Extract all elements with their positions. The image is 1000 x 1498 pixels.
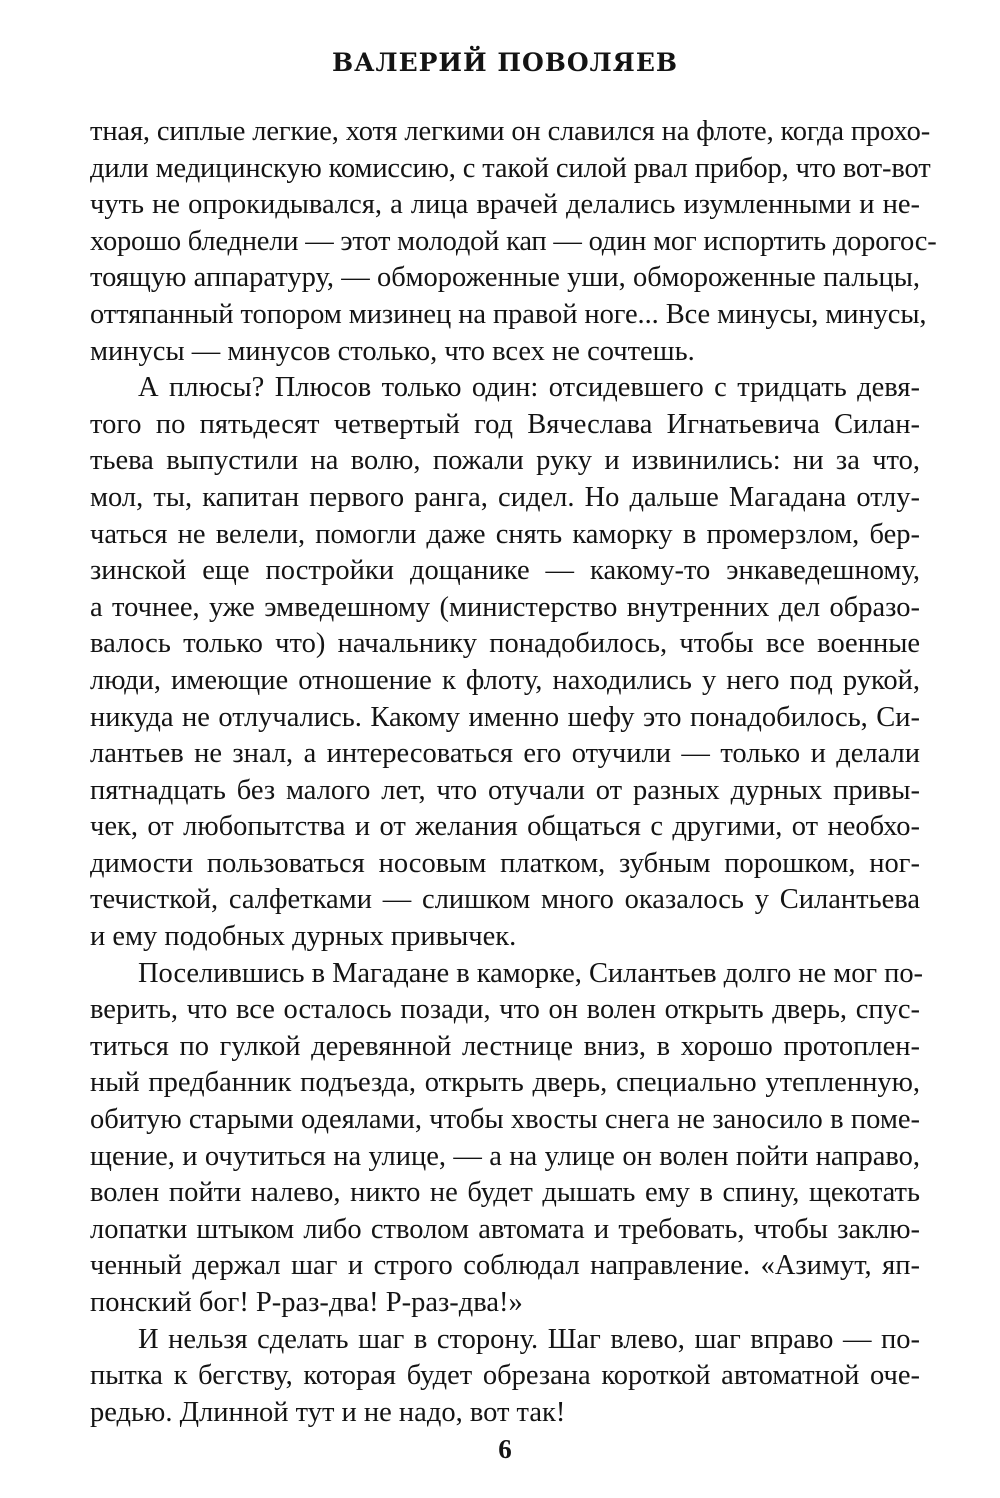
paragraph-1 (90, 114, 937, 370)
text-line: течисткой, салфетками — слишком много оказалось у Силантьева (90, 884, 920, 916)
text-line: оттяпанный топором мизинец на правой ноге... Все минусы, минусы, (90, 298, 927, 330)
text-line: мол, ты, капитан первого ранга, сидел. Но дальше Магадана отлу- (90, 481, 920, 513)
text-line: ченный держал шаг и строго соблюдал направление. «Азимут, яп- (90, 1250, 920, 1282)
text-line: лантьев не знал, а интересоваться его отучили — только и делали (90, 738, 920, 770)
text-line: люди, имеющие отношение к флоту, находились у него под рукой, (90, 664, 920, 696)
text-line: того по пятьдесят четвертый год Вячеслава Игнатьевича Силан- (90, 408, 920, 440)
text-line: понский бог! Р-раз-два! Р-раз-два!» (90, 1287, 523, 1318)
text-line: верить, что все осталось позади, что он волен открыть дверь, спус- (90, 994, 920, 1026)
text-line: дили медицинскую комиссию, с такой силой рвал прибор, что вот-вот (90, 152, 931, 184)
text-line: хорошо бледнели — этот молодой кап — один мог испортить дорогос- (90, 225, 937, 257)
text-line: валось только что) начальнику понадобилось, чтобы все военные (90, 628, 920, 660)
text-line: А плюсы? Плюсов только один: отсидевшего с тридцать девя- (138, 372, 920, 404)
paragraph-2 (90, 370, 920, 956)
paragraph-3 (90, 956, 924, 1322)
text-line: ный предбанник подъезда, открыть дверь, специально утепленную, (90, 1067, 920, 1099)
text-line: тоящую аппаратуру, — обмороженные уши, обмороженные пальцы, (90, 262, 920, 294)
text-line: минусы — минусов столько, что всех не сочтешь. (90, 335, 695, 367)
text-line: тная, сиплые легкие, хотя легкими он славился на флоте, когда прохо- (90, 116, 931, 147)
body-text (90, 114, 937, 1431)
text-line: И нельзя сделать шаг в сторону. Шаг влево, шаг вправо — по- (138, 1323, 920, 1355)
text-line: редью. Длинной тут и не надо, вот так! (90, 1396, 566, 1428)
text-line: пятнадцать без малого лет, что отучали от разных дурных привы- (90, 774, 920, 806)
text-line: титься по гулкой деревянной лестнице вниз, в хорошо протоплен- (90, 1030, 920, 1062)
text-line: а точнее, уже эмведешному (министерство внутренних дел образо- (90, 591, 920, 623)
text-line: тьева выпустили на волю, пожали руку и извинились: ни за что, (90, 445, 920, 477)
text-line: обитую старыми одеялами, чтобы хвосты снега не заносило в поме- (90, 1104, 920, 1136)
text-line: лопатки штыком либо стволом автомата и требовать, чтобы заклю- (90, 1213, 920, 1245)
text-line: чуть не опрокидывался, а лица врачей делались изумленными и не- (90, 189, 920, 221)
page-number: 6 (498, 1434, 512, 1464)
text-line: чаться не велели, помогли даже снять каморку в промерзлом, бер- (90, 518, 920, 550)
text-line: зинской еще постройки дощанике — какому-то энкаведешному, (90, 555, 920, 587)
text-line: щение, и очутиться на улице, — а на улице он волен пойти направо, (90, 1140, 920, 1172)
text-line: Поселившись в Магадане в каморке, Силантьев долго не мог по- (138, 957, 924, 989)
text-line: волен пойти налево, никто не будет дышать ему в спину, щекотать (90, 1177, 920, 1209)
paragraph-4 (90, 1322, 920, 1432)
text-line: никуда не отлучались. Какому именно шефу это понадобилось, Си- (90, 701, 920, 733)
running-head-author: ВАЛЕРИЙ ПОВОЛЯЕВ (331, 48, 679, 77)
text-line: димости пользоваться носовым платком, зубным порошком, ног- (90, 847, 920, 879)
text-line: пытка к бегству, которая будет обрезана короткой автоматной оче- (90, 1360, 920, 1392)
text-line: чек, от любопытства и от желания общаться с другими, от необхо- (90, 811, 920, 843)
text-line: и ему подобных дурных привычек. (90, 921, 517, 953)
book-page (90, 0, 937, 1498)
